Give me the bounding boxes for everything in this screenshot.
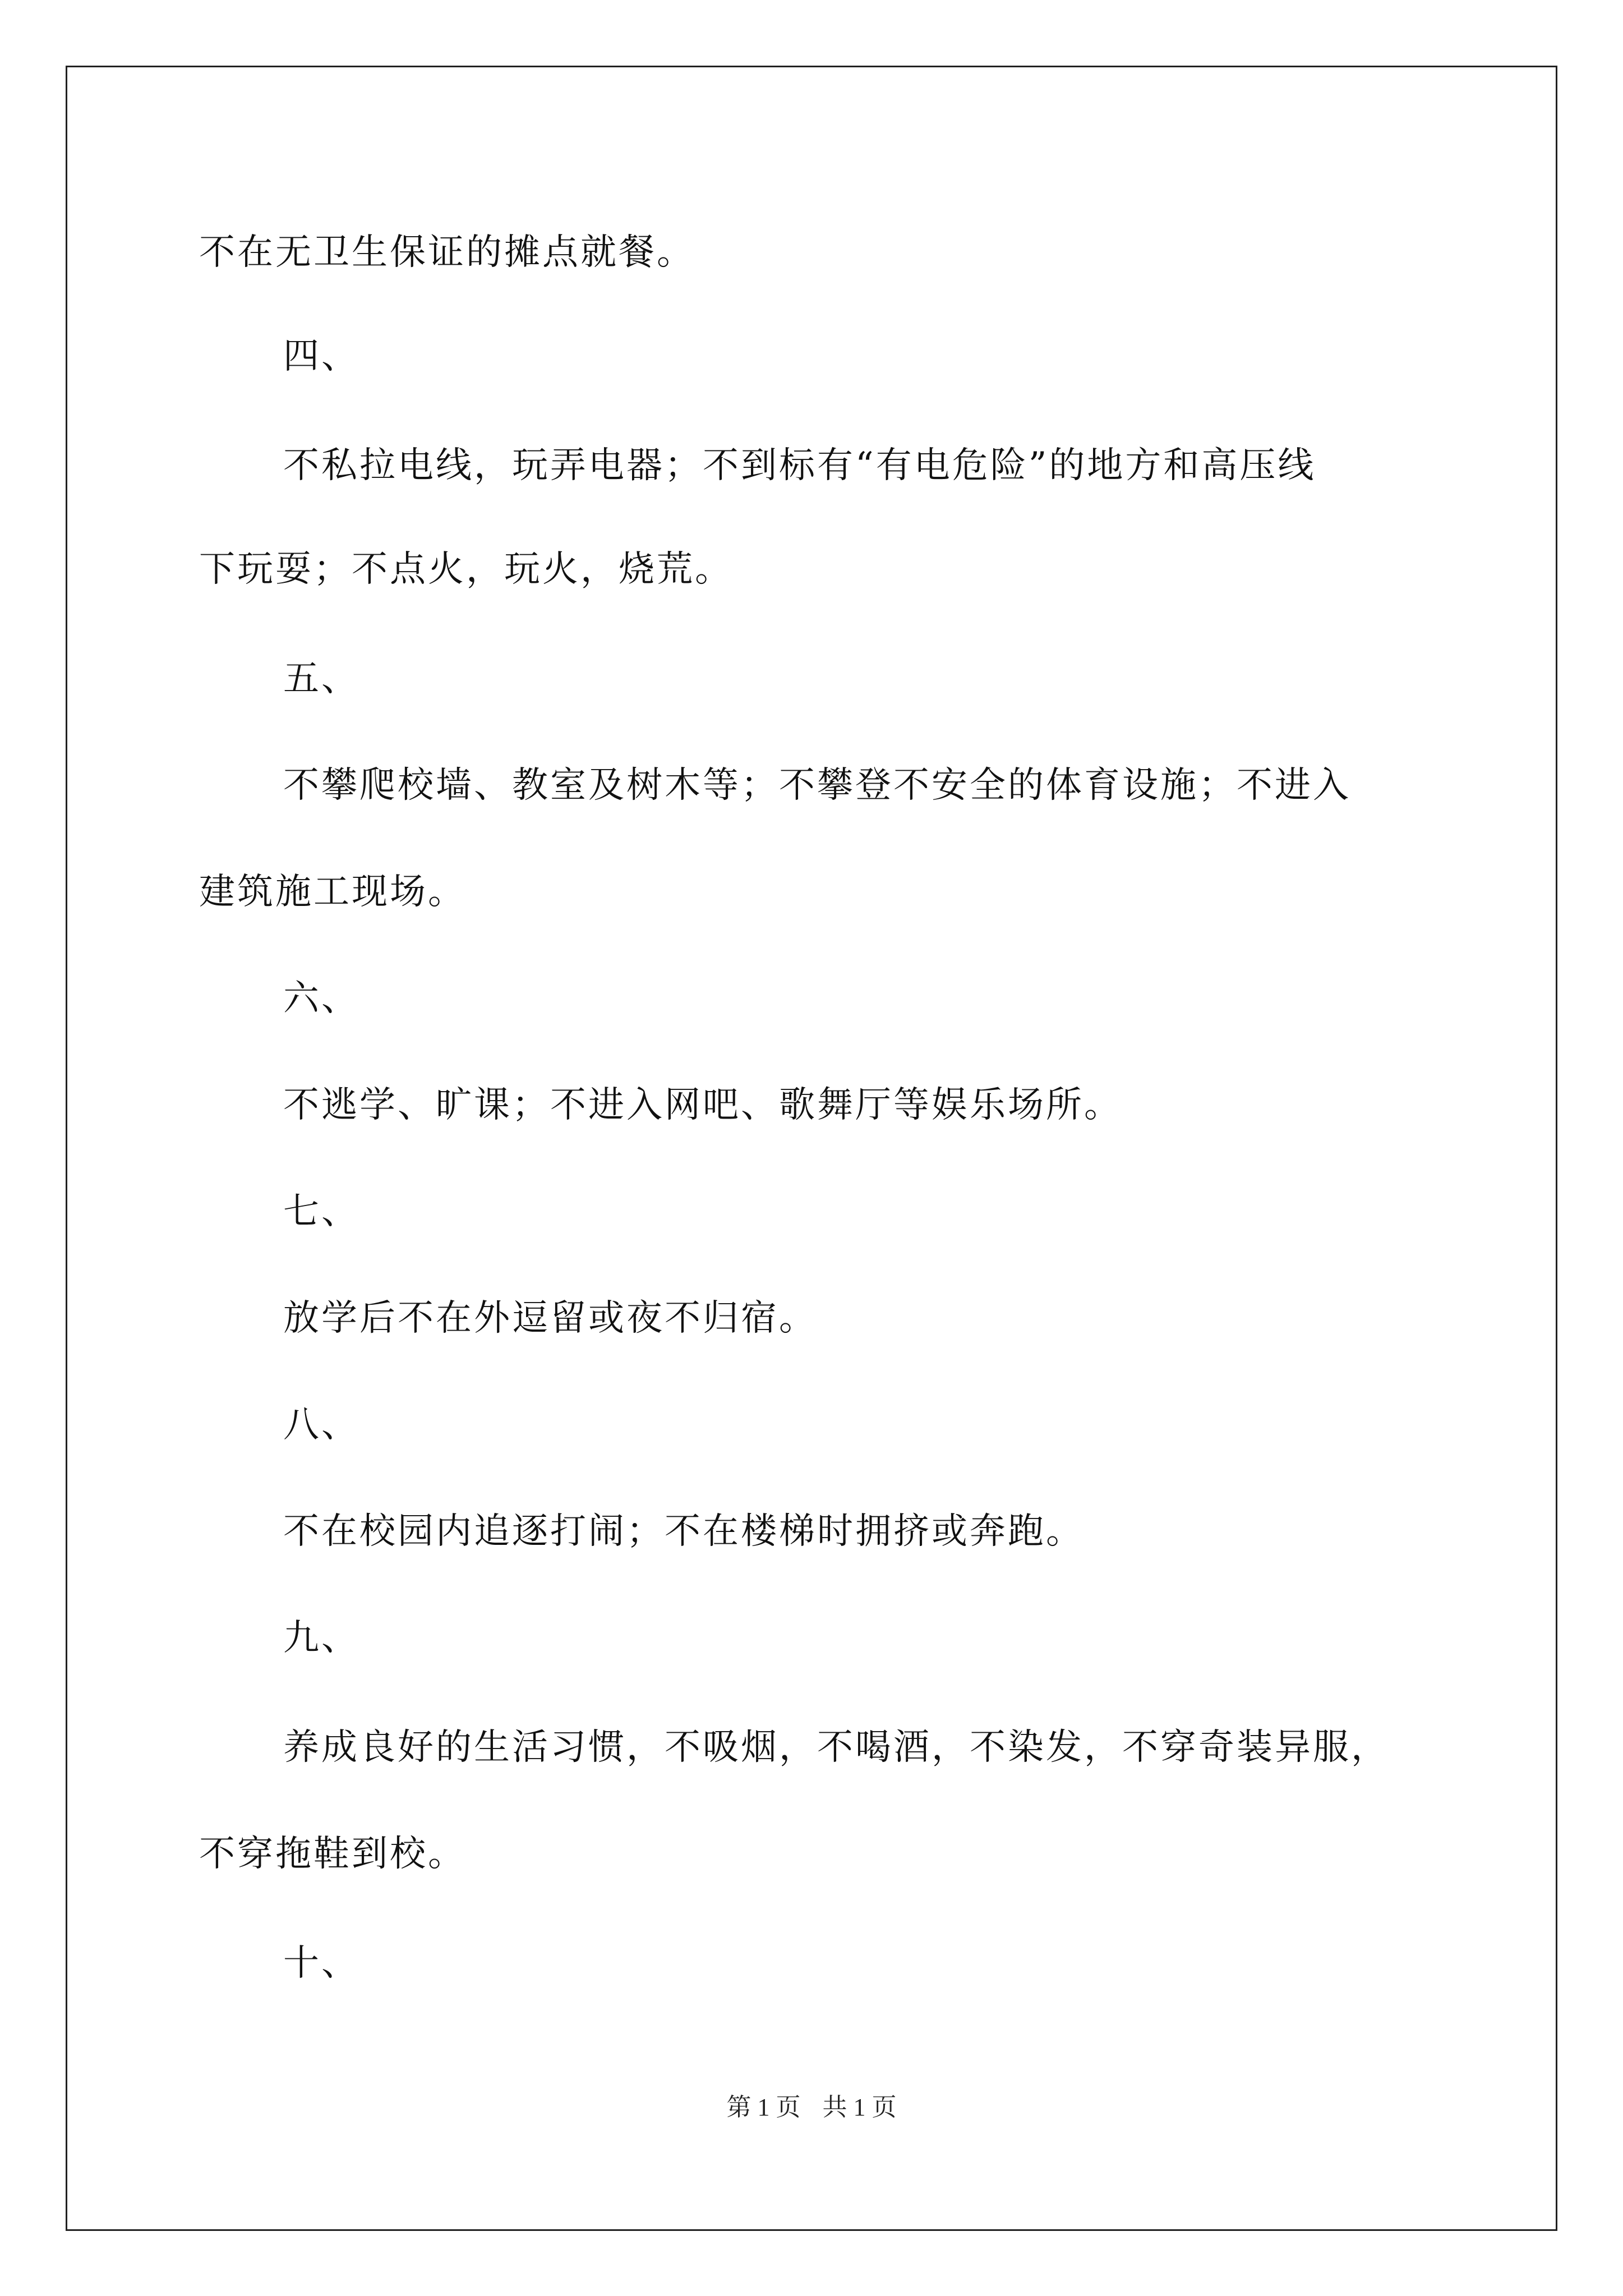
paragraph-line: 不私拉电线，玩弄电器；不到标有“有电危险”的地方和高压线	[283, 445, 1316, 486]
section-number: 八、	[283, 1404, 359, 1446]
paragraph-line: 不在校园内追逐打闹；不在楼梯时拥挤或奔跑。	[283, 1511, 1084, 1552]
page-number-current: 第 1 页	[726, 2093, 801, 2121]
page-footer	[0, 2087, 1623, 2123]
paragraph-line: 养成良好的生活习惯，不吸烟，不喝酒，不染发，不穿奇装异服，	[283, 1727, 1389, 1768]
paragraph-line: 放学后不在外逗留或夜不归宿。	[283, 1297, 817, 1339]
section-number: 七、	[283, 1191, 359, 1232]
paragraph-line: 不在无卫生保证的摊点就餐。	[199, 232, 695, 273]
section-number: 九、	[283, 1617, 359, 1659]
section-number: 四、	[283, 335, 359, 377]
paragraph-line: 不攀爬校墙、教室及树木等；不攀登不安全的体育设施；不进入	[283, 765, 1351, 806]
section-number: 十、	[283, 1943, 359, 1984]
section-number: 五、	[283, 658, 359, 700]
paragraph-line: 不穿拖鞋到校。	[199, 1833, 466, 1875]
page-number-total: 共 1 页	[822, 2093, 897, 2121]
page-border	[66, 66, 1557, 2231]
paragraph-line: 不逃学、旷课；不进入网吧、歌舞厅等娱乐场所。	[283, 1084, 1122, 1126]
paragraph-line: 建筑施工现场。	[199, 871, 466, 913]
section-number: 六、	[283, 978, 359, 1019]
paragraph-line: 下玩耍；不点火，玩火，烧荒。	[199, 549, 733, 590]
